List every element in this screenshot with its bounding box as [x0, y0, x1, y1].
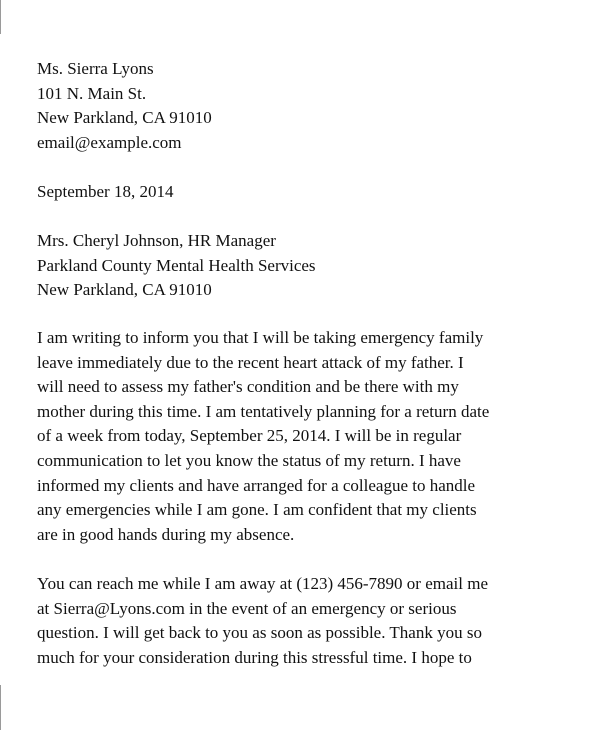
paragraph-line: will need to assess my father's condition and be there with my	[37, 377, 459, 397]
paragraph-line: much for your consideration during this stressful time. I hope to	[37, 647, 472, 667]
body-paragraph-1	[37, 326, 577, 547]
date-block	[37, 180, 577, 205]
page-edge-bottom	[0, 685, 1, 730]
sender-street: 101 N. Main St.	[37, 83, 147, 103]
paragraph-line: of a week from today, September 25, 2014. I will be in regular	[37, 426, 462, 446]
body-paragraph-2	[37, 572, 577, 670]
sender-address-block	[37, 57, 577, 155]
paragraph-line: You can reach me while I am away at (123) 456-7890 or email me	[37, 574, 488, 593]
recipient-name: Mrs. Cheryl Johnson, HR Manager	[37, 231, 276, 250]
sender-city: New Parkland, CA 91010	[37, 108, 212, 128]
paragraph-line: communication to let you know the status of my return. I have	[37, 450, 461, 470]
sender-email: email@example.com	[37, 132, 182, 152]
paragraph-line: at Sierra@Lyons.com in the event of an emergency or serious	[37, 598, 457, 618]
recipient-organization: Parkland County Mental Health Services	[37, 255, 316, 275]
recipient-city: New Parkland, CA 91010	[37, 280, 212, 300]
recipient-address-block	[37, 229, 577, 303]
page-edge-top	[0, 0, 1, 34]
paragraph-line: mother during this time. I am tentatively planning for a return date	[37, 401, 490, 421]
paragraph-line: leave immediately due to the recent heart attack of my father. I	[37, 352, 464, 372]
paragraph-line: are in good hands during my absence.	[37, 524, 295, 544]
paragraph-line: any emergencies while I am gone. I am confident that my clients	[37, 500, 477, 520]
sender-name: Ms. Sierra Lyons	[37, 59, 154, 78]
paragraph-line: informed my clients and have arranged for a colleague to handle	[37, 475, 476, 495]
letter-date: September 18, 2014	[37, 182, 174, 201]
paragraph-line: I am writing to inform you that I will be taking emergency family	[37, 328, 484, 347]
paragraph-line: question. I will get back to you as soon as possible. Thank you so	[37, 623, 482, 643]
